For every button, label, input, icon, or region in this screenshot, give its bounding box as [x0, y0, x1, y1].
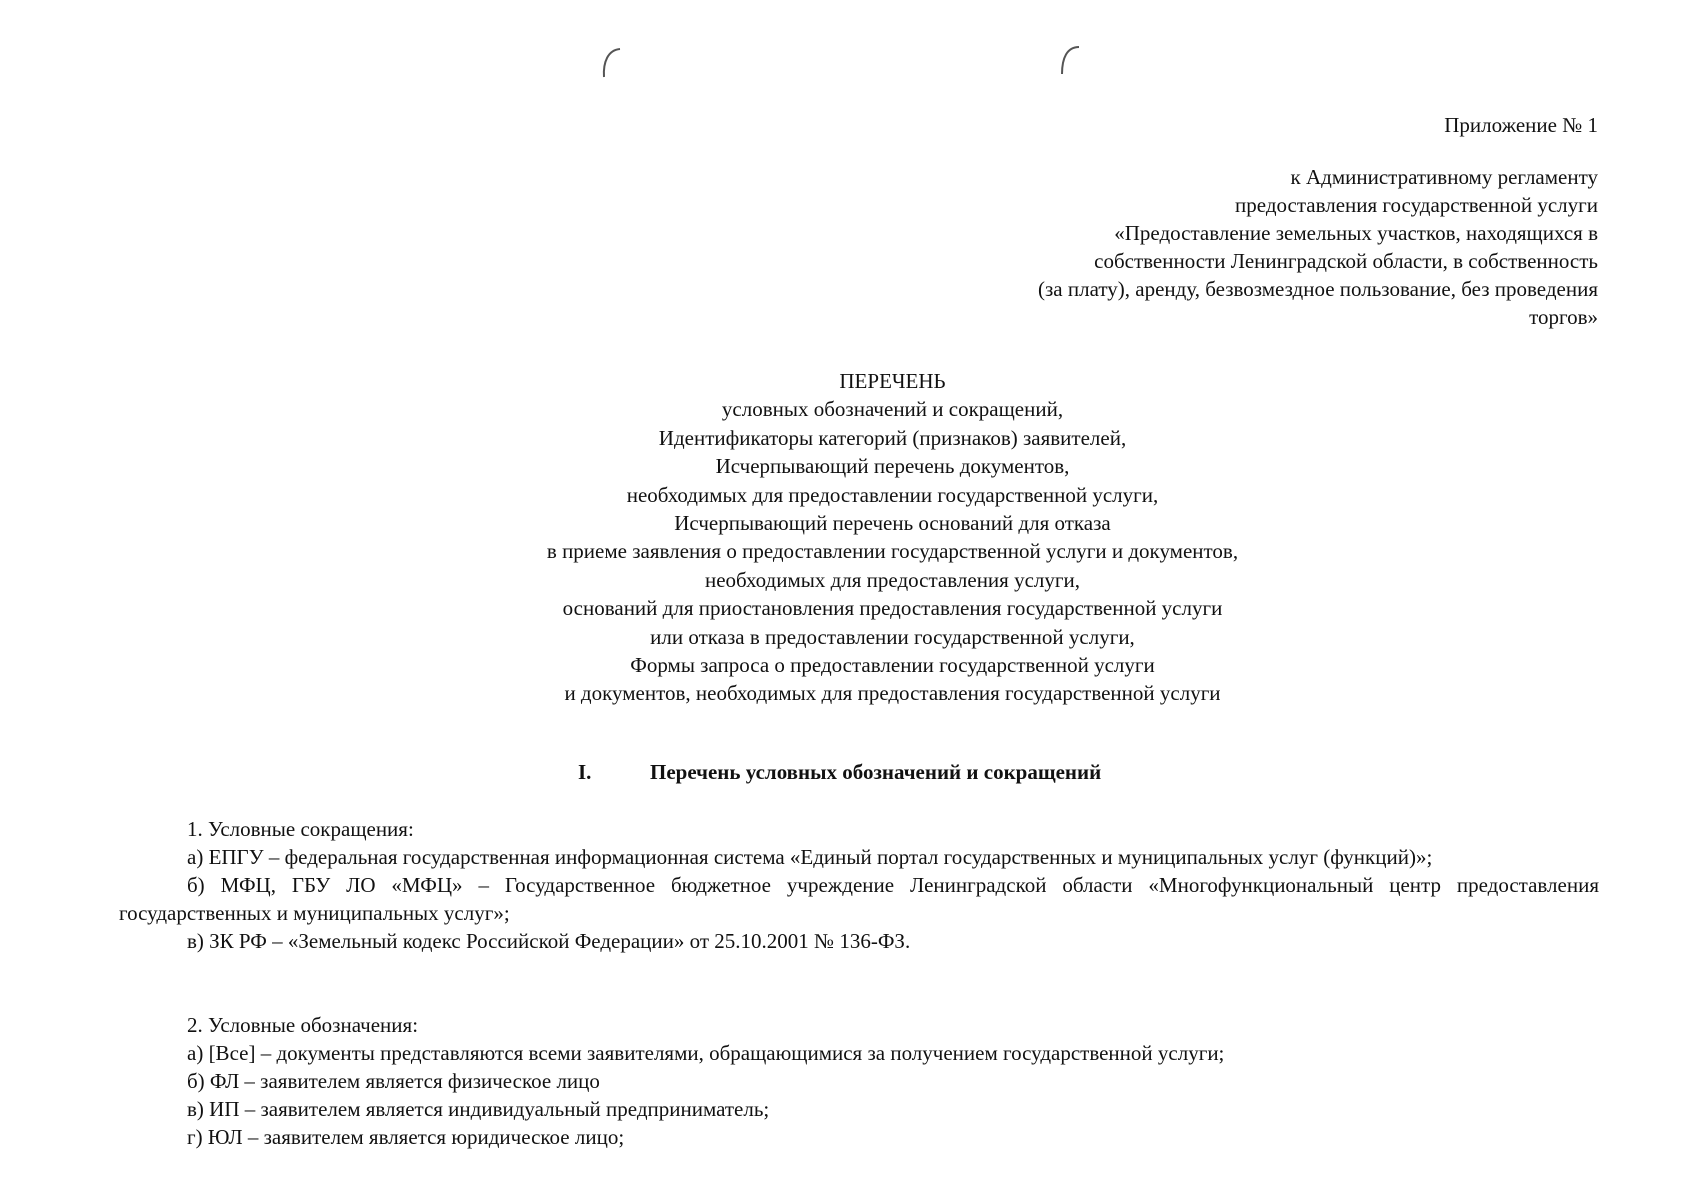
reference-line: «Предоставление земельных участков, находящихся в — [1114, 221, 1598, 245]
scan-mark — [1058, 44, 1082, 78]
heading-line: оснований для приостановления предоставления государственной услуги — [562, 596, 1223, 621]
list-item: г) ЮЛ – заявителем является юридическое лицо; — [187, 1125, 625, 1149]
heading-line: и документов, необходимых для предоставления государственной услуги — [564, 681, 1221, 706]
heading-line: Идентификаторы категорий (признаков) заявителей, — [658, 425, 1127, 450]
list-item: а) ЕПГУ – федеральная государственная информационная система «Единый портал государственных и муниципальных услуг (функций)»; — [187, 845, 1433, 869]
scan-mark — [600, 46, 624, 80]
section-number: I. — [578, 760, 592, 784]
symbols-list — [119, 1011, 1599, 1151]
appendix-title: Приложение № 1 — [1444, 113, 1598, 137]
heading-line: Исчерпывающий перечень документов, — [715, 454, 1070, 479]
list-heading: 1. Условные сокращения: — [187, 817, 414, 841]
reference-line: собственности Ленинградской области, в собственность — [1094, 249, 1598, 273]
reference-line: (за плату), аренду, безвозмездное пользование, без проведения — [1038, 277, 1598, 301]
heading-line: необходимых для предоставлении государственной услуги, — [626, 482, 1159, 507]
reference-line: к Административному регламенту — [1290, 165, 1598, 189]
heading-line: в приеме заявления о предоставлении государственной услуги и документов, — [546, 539, 1239, 564]
list-item: б) МФЦ, ГБУ ЛО «МФЦ» – Государственное бюджетное учреждение Ленинградской области «Многофункциональный центр предоставления государственных и муниципальных услуг»; — [119, 873, 1599, 925]
list-item: в) ЗК РФ – «Земельный кодекс Российской Федерации» от 25.10.2001 № 136-ФЗ. — [187, 929, 911, 953]
abbreviations-list — [119, 815, 1599, 955]
list-item: а) [Все] – документы представляются всеми заявителями, обращающимися за получением государственной услуги; — [187, 1041, 1225, 1065]
heading-line: Формы запроса о предоставлении государственной услуги — [630, 653, 1155, 678]
list-heading: 2. Условные обозначения: — [187, 1013, 419, 1037]
heading-line: необходимых для предоставления услуги, — [705, 567, 1080, 592]
section-title: Перечень условных обозначений и сокращений — [650, 760, 1102, 784]
heading-line: ПЕРЕЧЕНЬ — [839, 369, 946, 393]
reference-line: торгов» — [1529, 305, 1598, 329]
reference-line: предоставления государственной услуги — [1235, 193, 1598, 217]
document-heading — [0, 367, 1697, 708]
heading-line: Исчерпывающий перечень оснований для отказа — [674, 511, 1111, 536]
heading-line: условных обозначений и сокращений, — [721, 397, 1064, 422]
heading-line: или отказа в предоставлении государственной услуги, — [650, 624, 1135, 649]
regulation-reference — [1038, 163, 1598, 331]
list-item: б) ФЛ – заявителем является физическое лицо — [187, 1069, 600, 1093]
list-item: в) ИП – заявителем является индивидуальный предприниматель; — [187, 1097, 770, 1121]
